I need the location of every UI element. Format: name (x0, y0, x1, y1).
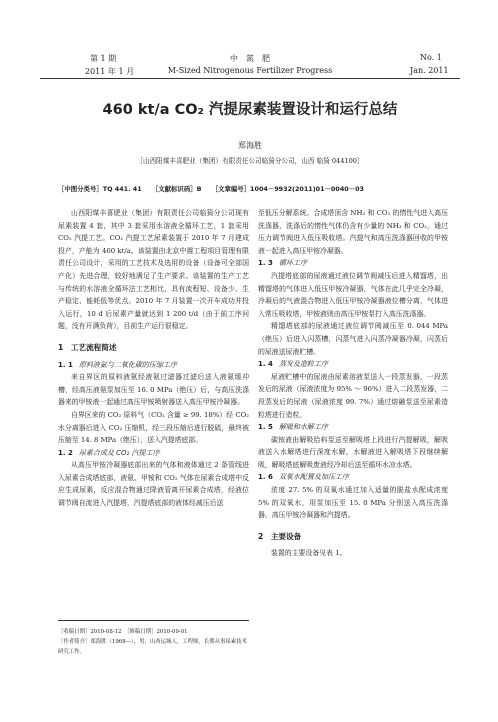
paragraph-1-2-a: 从高压甲铵冷凝器底部出来的气体和液体通过 2 条管线进入尿素合成塔底部，液氨、甲铵和 CO₂ 气体在尿素合成塔中反应生成尿素，反应混合物通过降液管离开尿素合成塔，经液位调节阀自流进入汽提塔，汽提塔底部的液体经减压后送 (58, 461, 249, 508)
subsection-1-5-title: 1. 5 解吸和水解工序 (258, 423, 328, 432)
footnote-bio: ［作者简介］郑海胜（1968—），男，山西运城人，工程师，长期从事尿素技术研究工作。 (58, 639, 247, 655)
footnote-rule (58, 620, 249, 621)
paragraph-1-4: 尿液贮槽中的尿液由尿素溶液泵送入一段蒸发器，一段蒸发后的尿液（尿液浓度为 95% ～ 96%）进入二段蒸发器，二段蒸发后的尿液（尿液浓度 99. 7%）通过熔融泵送至尿素造粒塔进行造粒。 (258, 372, 448, 419)
section-1-title: 1 工艺流程简述 (58, 342, 117, 352)
header-journal-cn: 中 氮 肥 (230, 54, 270, 63)
subsection-1-6-title: 1. 6 双氧水配置及加压工序 (258, 473, 349, 482)
author: 郑海胜 (238, 141, 262, 150)
header-rule (40, 78, 460, 79)
paragraph-1-5: 碳铵液由解吸给料泵送至解吸塔上段进行汽提解吸，解吸液送入水解塔进行深度水解，水解液进入解吸塔下段继续解吸，解吸塔底解吸废液经冷却后送至循环水凉水塔。 (258, 435, 448, 469)
section-2-title: 2 主要设备 (258, 531, 302, 541)
affiliation: ［山西阳煤丰喜肥业（集团）有限责任公司临猗分公司，山西 临猗 044100］ (136, 157, 364, 165)
document-code: ［文献标识码］B (151, 185, 202, 193)
paragraph-1-1-b: 自界区来的 CO₂ 原料气（CO₂ 含量 ≥ 99. 18%）经 CO₂ 水分离器后进入 CO₂ 压缩机，经三段压缩后进行脱硫，最终被压缩至 14. 8 MPa（绝压），送入汽提塔底部。 (58, 410, 250, 445)
paragraph-1-2-b: 至低压分解系统。合成塔顶含 NH₃ 和 CO₂ 的惰性气进入高压洗涤器，洗涤后的惰性气体仍含有少量的 NH₃ 和 CO₂，通过压力调节阀进入低压吸收塔。汽提气和高压洗涤器回收的甲铵液一起进入高压甲铵冷凝器。 (258, 209, 448, 255)
right-column (258, 207, 448, 560)
paragraph-1-1-a: 来自界区的原料液氨经液氨过滤器过滤后送入液氨缓冲槽，经高压液氨泵加压至 16. 0 MPa（绝压）后，与高压洗涤器来的甲铵液一起通过高压甲铵喷射器送入高压甲铵冷凝器。 (58, 373, 249, 407)
footnote (58, 627, 249, 657)
header-date-en: Jan. 2011 (410, 66, 449, 75)
header-date-cn: 2011 年 1 月 (85, 67, 135, 76)
page-title: 460 kt/a CO₂ 汽提尿素装置设计和运行总结 (102, 102, 398, 118)
class-number: ［中图分类号］TQ 441. 41 (58, 185, 142, 193)
left-column (58, 207, 249, 510)
header-journal-en: M-Sized Nitrogenous Fertilizer Progress (167, 66, 333, 75)
meta-line (58, 184, 478, 193)
header-issue: 第 1 期 (90, 54, 117, 63)
paragraph-1-6: 浓度 27. 5% 的双氧水通过加入适量的脱盐水配成浓度 5% 的双氧水，用泵加压至 15. 0 MPa 分别送入高压洗涤器、高压甲铵冷凝器和汽提塔。 (258, 486, 448, 520)
subsection-1-2-title: 1. 2 尿素合成及 CO₂ 汽提工序 (58, 448, 160, 457)
subsection-1-3-title: 1. 3 循环工序 (258, 259, 307, 268)
footnote-dates: ［收稿日期］2010-08-12 ［修稿日期］2010-09-01 (58, 629, 188, 635)
article-number: ［文章编号］1004－9932(2011)01－0040－03 (211, 185, 365, 193)
paragraph-2: 装置的主要设备见表 1。 (271, 549, 347, 558)
header-no: No. 1 (420, 53, 442, 62)
subsection-1-1-title: 1. 1 原料液氨与二氧化碳的压缩工序 (58, 360, 177, 369)
paragraph-1-3-b: 精馏塔底部的尿液通过液位调节阀减压至 0. 044 MPa（绝压）后进入闪蒸槽，闪蒸气进入闪蒸冷凝器冷凝，闪蒸后的尿液送尿液贮槽。 (258, 322, 448, 356)
paragraph-1-3-a: 汽提塔底部的尿液通过液位调节阀减压后进入精馏塔，出精馏塔的气体进入低压甲铵冷凝器，气体在此几乎完全冷凝，冷凝后的气液混合物进入低压甲铵冷凝器液位槽分离，气体进入常压吸收塔，甲铵液则由高压甲铵泵打入高压洗涤器。 (258, 271, 448, 318)
intro-paragraph: 山西阳煤丰喜肥业（集团）有限责任公司临猗分公司现有尿素装置 4 套，其中 3 套采用水溶液全循环工艺，1 套采用 CO₂ 汽提工艺。CO₂ 汽提工艺尿素装置于 2010 年 7 月建成投产，产能为 460 kt/a。该装置由北京中震工程项目管理有限责任公司设计，采用的工艺技术及选用的设备（设备可全部国产化）先进合理，较好地满足了生产要求。该装置的生产工艺与传统的水溶液全循环法工艺相比，具有流程短、设备少、生产稳定、能耗低等优点。2010 年 7 月装置一次开车成功并投入运行，10 d 后尿素产量就达到 1 200 t/d（由于前工序问题，没有开满负荷），目前生产运行很稳定。 (58, 209, 249, 331)
subsection-1-4-title: 1. 4 蒸发及造粒工序 (258, 360, 328, 369)
